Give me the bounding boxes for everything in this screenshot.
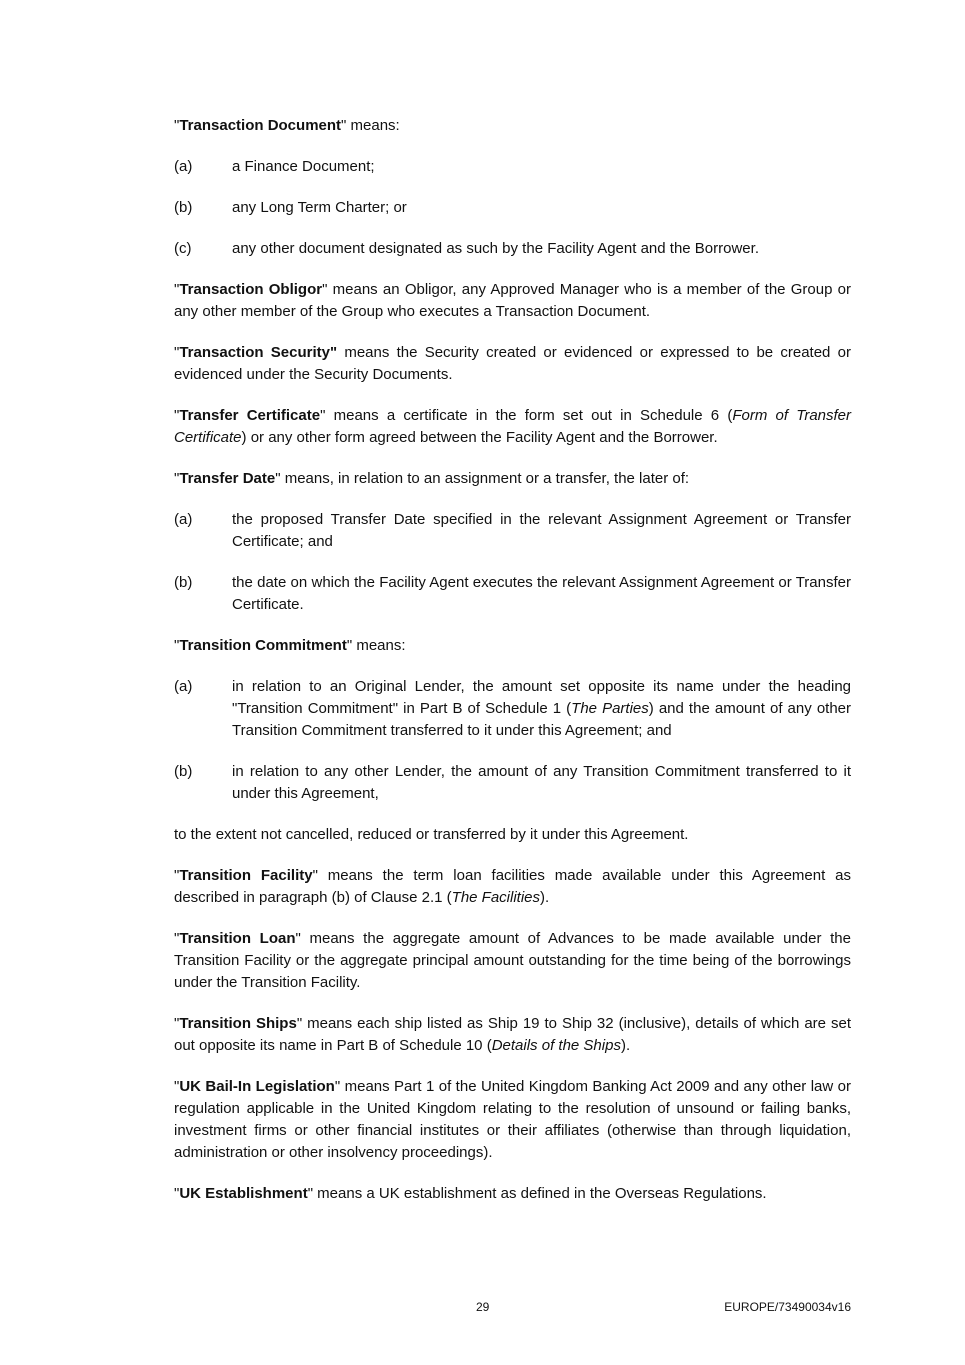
term: Transaction Document	[179, 117, 342, 134]
term: Transaction Obligor	[179, 281, 323, 298]
cross-reference: Details of the Ships	[491, 1037, 621, 1054]
term: Transaction Security"	[179, 344, 338, 361]
item-text: in relation to any other Lender, the amount of any Transition Commitment transferred to it under this Agreement,	[232, 763, 851, 802]
term: UK Establishment	[179, 1185, 308, 1202]
term: Transfer Certificate	[179, 407, 321, 424]
item-label: (b)	[174, 574, 193, 591]
item-label: (a)	[174, 158, 193, 175]
definition-tail: to the extent not cancelled, reduced or transferred by it under this Agreement.	[174, 826, 689, 843]
definition-uk-bail-in-legislation: "UK Bail-In Legislation" means Part 1 of the United Kingdom Banking Act 2009 and any other law or regulation applicable in the United Kingdom relating to the resolution of unsound or failing banks, investment firms or other financial institutes or their affiliates (otherwise than through liquidation, administration or other insolvency proceedings).	[174, 1078, 851, 1161]
cross-reference: The Parties	[571, 700, 649, 717]
document-reference: EUROPE/73490034v16	[724, 1300, 851, 1314]
item-text: a Finance Document;	[232, 158, 375, 175]
list-item	[174, 676, 851, 742]
definition-transition-commitment: "Transition Commitment" means:	[174, 637, 406, 654]
item-label: (c)	[174, 240, 192, 257]
term: Transition Ships	[179, 1015, 297, 1032]
term: Transition Commitment	[179, 637, 347, 654]
definition-uk-establishment: "UK Establishment" means a UK establishment as defined in the Overseas Regulations.	[174, 1185, 767, 1202]
definition-transaction-obligor: "Transaction Obligor" means an Obligor, any Approved Manager who is a member of the Group or any other member of the Group who executes a Transaction Document.	[174, 281, 852, 320]
list-item	[174, 197, 851, 219]
list-item	[174, 761, 851, 805]
list-item	[174, 238, 851, 260]
page-number: 29	[476, 1300, 490, 1314]
cross-reference: The Facilities	[451, 889, 541, 906]
item-label: (a)	[174, 678, 193, 695]
term: UK Bail-In Legislation	[179, 1078, 335, 1095]
term: Transition Facility	[179, 867, 313, 884]
item-label: (b)	[174, 763, 193, 780]
item-text: in relation to an Original Lender, the amount set opposite its name under the heading "Transition Commitment" in Part B of Schedule 1 (The Parties) and the amount of any other Transition Commitment transferred to it under this Agreement; and	[232, 678, 852, 739]
document-body	[174, 115, 851, 1224]
list-item	[174, 156, 851, 178]
item-label: (a)	[174, 511, 193, 528]
definition-transition-ships: "Transition Ships" means each ship listed as Ship 19 to Ship 32 (inclusive), details of which are set out opposite its name in Part B of Schedule 10 (Details of the Ships).	[174, 1015, 851, 1054]
item-text: any Long Term Charter; or	[232, 199, 407, 216]
definition-transfer-certificate: "Transfer Certificate" means a certificate in the form set out in Schedule 6 (Form of Transfer Certificate) or any other form agreed between the Facility Agent and the Borrower.	[174, 407, 852, 446]
definition-transition-facility: "Transition Facility" means the term loan facilities made available under this Agreement as described in paragraph (b) of Clause 2.1 (The Facilities).	[174, 867, 852, 906]
item-text: the date on which the Facility Agent executes the relevant Assignment Agreement or Transfer Certificate.	[232, 574, 851, 613]
definition-transfer-date: "Transfer Date" means, in relation to an assignment or a transfer, the later of:	[174, 470, 690, 487]
item-text: any other document designated as such by the Facility Agent and the Borrower.	[232, 240, 759, 257]
item-text: the proposed Transfer Date specified in the relevant Assignment Agreement or Transfer Certificate; and	[232, 511, 851, 550]
term: Transition Loan	[179, 930, 296, 947]
definition-transition-loan: "Transition Loan" means the aggregate amount of Advances to be made available under the Transition Facility or the aggregate principal amount outstanding for the time being of the borrowings under the Transition Facility.	[174, 930, 851, 991]
item-label: (b)	[174, 199, 193, 216]
list-item	[174, 509, 851, 553]
definition-transaction-security: "Transaction Security" means the Security created or evidenced or expressed to be created or evidenced under the Security Documents.	[174, 344, 851, 383]
list-item	[174, 572, 851, 616]
definition-transaction-document: "Transaction Document" means:	[174, 117, 400, 134]
cross-reference: Form of Transfer Certificate	[174, 407, 852, 446]
term: Transfer Date	[179, 470, 276, 487]
